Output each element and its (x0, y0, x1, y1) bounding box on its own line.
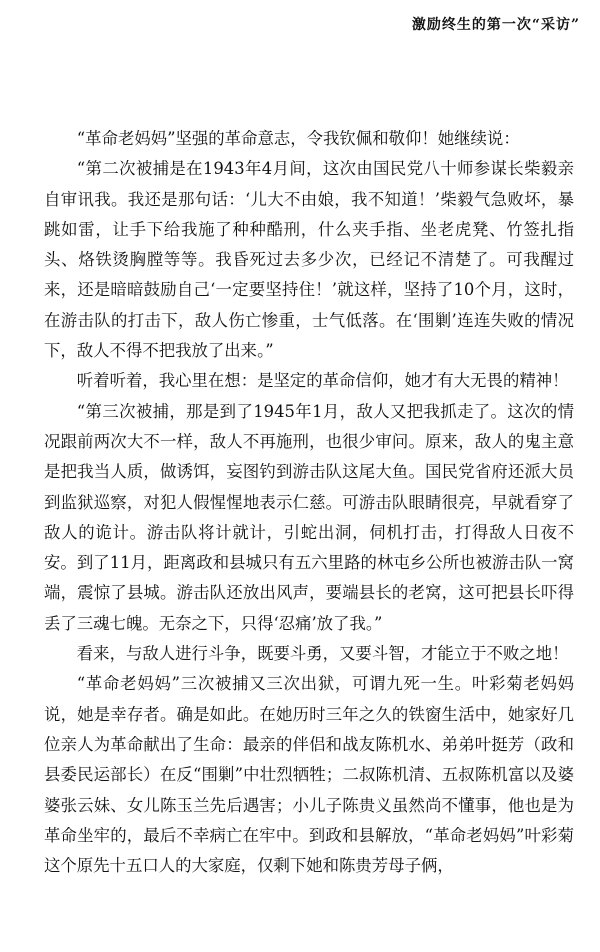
article-body (44, 124, 574, 881)
running-header: 激励终生的第一次“采访” (411, 17, 580, 33)
paragraph-3: 听着听着，我心里在想：是坚定的革命信仰，她才有大无畏的精神！ (76, 371, 569, 391)
paragraph-6: “革命老妈妈”三次被捕又三次出狱，可谓九死一生。叶彩菊老妈妈说，她是幸存者。确是如此。在她历时三年之久的铁窗生活中，她家好几位亲人为革命献出了生命：最亲的伴侣和战友陈机水、弟弟叶挺芳（政和县委民运部长）在反“围剿”中壮烈牺牲；二叔陈机清、五叔陈机富以及婆婆张云妹、女儿陈玉兰先后遇害；小儿子陈贵义虽然尚不懂事，他也是为革命坐牢的，最后不幸病亡在牢中。到政和县解放，“革命老妈妈”叶彩菊这个原先十五口人的大家庭，仅剩下她和陈贵芳母子俩， (44, 674, 574, 876)
paragraph-4: “第三次被捕，那是到了1945年1月，敌人又把我抓走了。这次的情况跟前两次大不一样，敌人不再施刑，也很少审问。原来，敌人的鬼主意是把我当人质，做诱饵，妄图钓到游击队这尾大鱼。国民党省府还派大员到监狱巡察，对犯人假惺惺地表示仁慈。可游击队眼睛很亮，早就看穿了敌人的诡计。游击队将计就计，引蛇出洞，伺机打击，打得敌人日夜不安。到了11月，距离政和县城只有五六里路的林屯乡公所也被游击队一窝端，震惊了县城。游击队还放出风声，要端县长的老窝，这可把县长吓得丢了三魂七魄。无奈之下，只得‘忍痛’放了我。” (44, 401, 574, 633)
paragraph-1: “革命老妈妈”坚强的革命意志，令我钦佩和敬仰！她继续说： (76, 129, 520, 148)
paragraph-2: “第二次被捕是在1943年4月间，这次由国民党八十师参谋长柴毅亲自审讯我。我还是那句话：‘儿大不由娘，我不知道！’柴毅气急败坏，暴跳如雷，让手下给我施了种种酷刑，什么夹手指、坐老虎凳、竹签扎指头、烙铁烫胸膛等等。我昏死过去多少次，已经记不清楚了。可我醒过来，还是暗暗鼓励自己‘一定要坚持住！’就这样，坚持了10个月，这时，在游击队的打击下，敌人伤亡惨重，士气低落。在‘围剿’连连失败的情况下，敌人不得不把我放了出来。” (44, 159, 574, 361)
paragraph-5: 看来，与敌人进行斗争，既要斗勇，又要斗智，才能立于不败之地！ (76, 644, 569, 664)
